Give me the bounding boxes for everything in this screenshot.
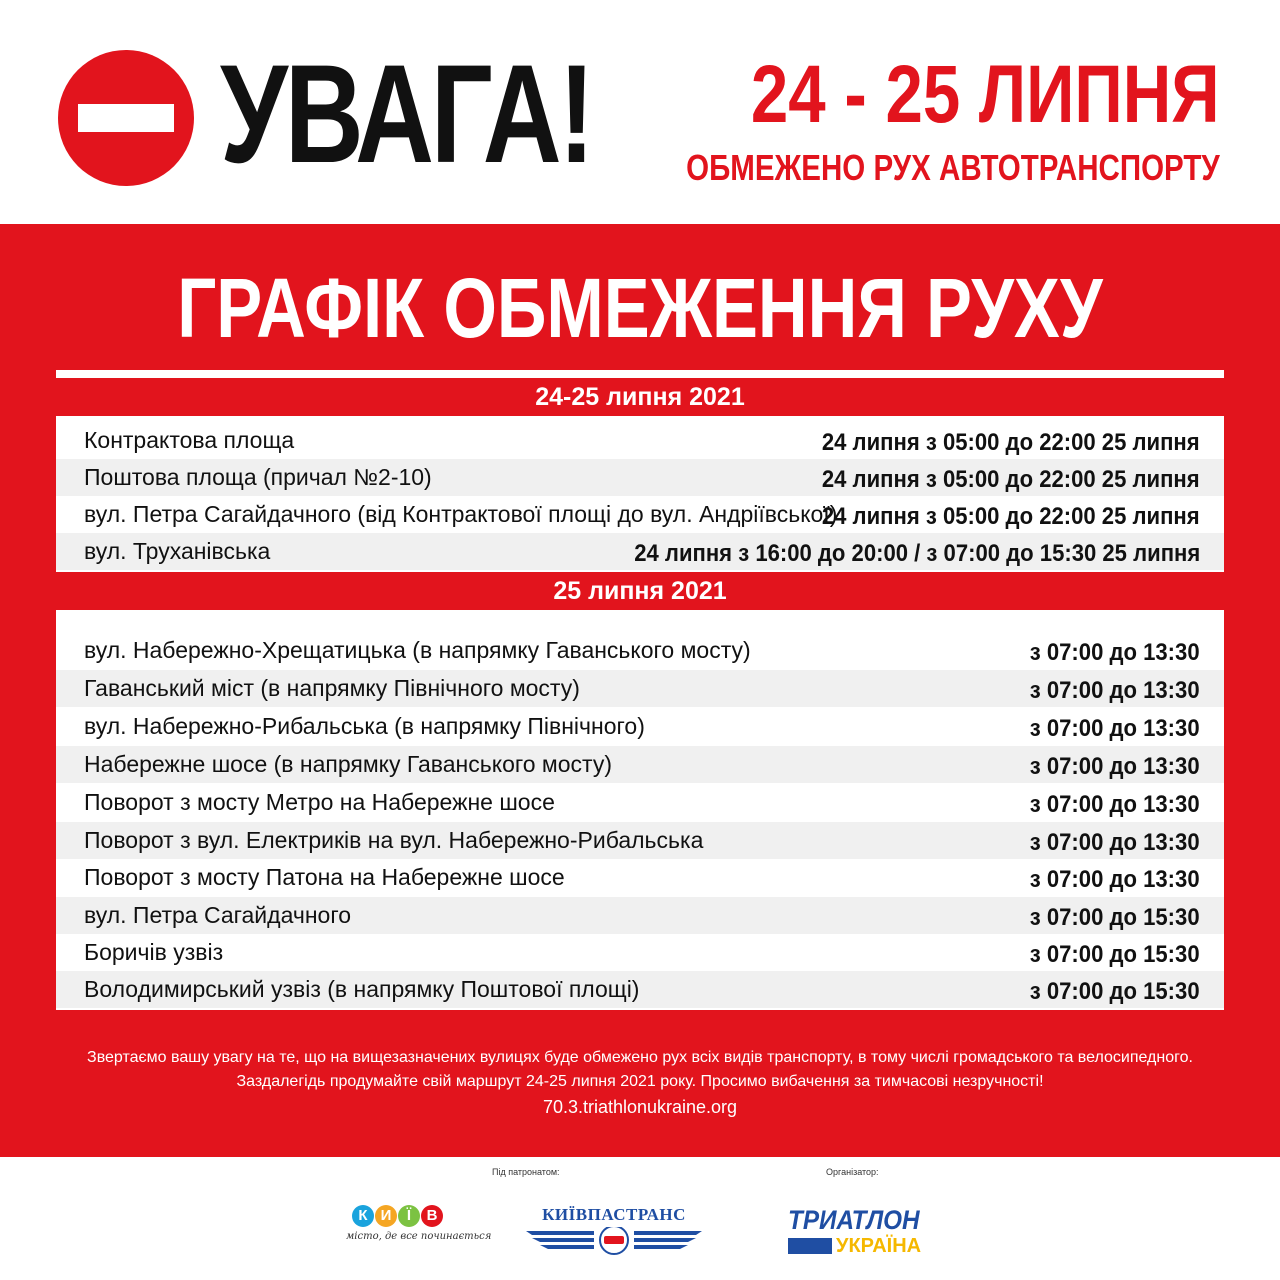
kyiv-city-logo [346,1205,492,1242]
kyivpastrans-logo [522,1205,706,1255]
restriction-time: 24 липня з 05:00 до 22:00 25 липня [822,503,1200,530]
street-name: вул. Петра Сагайдачного [84,902,352,928]
schedule-table [56,370,1224,1010]
patron-label: Під патронатом: [492,1167,560,1177]
restriction-time: 24 липня з 05:00 до 22:00 25 липня [822,466,1200,493]
kyiv-letter: И [375,1205,397,1227]
table-row [56,496,1224,533]
schedule-title: ГРАФІК ОБМЕЖЕННЯ РУХУ [177,261,1103,355]
triathlon-ukraine-logo [788,1206,934,1256]
kyiv-letter: В [421,1205,443,1227]
restriction-time: 24 липня з 05:00 до 22:00 25 липня [822,429,1200,456]
street-name: Боричів узвіз [84,939,224,965]
street-name: Володимирський узвіз (в напрямку Поштової площі) [84,976,640,1002]
organizer-label: Організатор: [826,1167,879,1177]
kyiv-slogan: місто, де все починається [346,1231,492,1242]
street-name: Поворот з мосту Патона на Набережне шосе [84,864,565,890]
restriction-time: з 07:00 до 15:30 [1030,941,1200,968]
table-row [56,670,1224,707]
table-row [56,822,1224,859]
section-heading: 25 липня 2021 [56,572,1224,610]
table-row [56,934,1224,971]
street-name: вул. Набережно-Хрещатицька (в напрямку Гаванського мосту) [84,637,751,663]
kyivpastrans-name: КИЇВПАСТРАНС [542,1205,686,1224]
restriction-time: з 07:00 до 13:30 [1030,715,1200,742]
restriction-time: з 07:00 до 13:30 [1030,866,1200,893]
restriction-time: з 07:00 до 15:30 [1030,978,1200,1005]
table-row [56,746,1224,783]
street-name: Поворот з вул. Електриків на вул. Набережно-Рибальська [84,827,704,853]
table-row [56,708,1224,745]
kyiv-letter: К [352,1205,374,1227]
street-name: Контрактова площа [84,427,295,453]
winged-train-emblem-icon [522,1227,706,1257]
street-name: вул. Труханівська [84,538,271,564]
notice-line-2: Заздалегідь продумайте свій маршрут 24-25 липня 2021 року. Просимо вибачення за тимчасові незручності! [236,1073,1044,1090]
section-heading: 24-25 липня 2021 [56,378,1224,416]
street-name: вул. Петра Сагайдачного (від Контрактової площі до вул. Андріївської) [84,501,838,527]
table-row [56,971,1224,1008]
street-name: вул. Набережно-Рибальська (в напрямку Північного) [84,713,645,739]
restriction-time: з 07:00 до 13:30 [1030,677,1200,704]
triathlon-bar-icon [788,1238,832,1254]
restriction-time: з 07:00 до 15:30 [1030,904,1200,931]
event-subtitle: ОБМЕЖЕНО РУХ АВТОТРАНСПОРТУ [686,147,1220,188]
restriction-time: 24 липня з 16:00 до 20:00 / з 07:00 до 15:30 25 липня [633,540,1200,567]
restriction-time: з 07:00 до 13:30 [1030,753,1200,780]
table-row [56,897,1224,934]
restriction-time: з 07:00 до 13:30 [1030,791,1200,818]
website-link[interactable]: 70.3.triathlonukraine.org [542,1097,738,1117]
notice-line-1: Звертаємо вашу увагу на те, що на вищезазначених вулицях буде обмежено рух всіх видів транспорту, в тому числі громадського та велосипедного. [87,1049,1193,1066]
street-name: Поворот з мосту Метро на Набережне шосе [84,789,555,815]
table-row [56,632,1224,669]
table-row [56,459,1224,496]
triathlon-title: ТРИАТЛОН [788,1205,920,1235]
table-row [56,784,1224,821]
kyiv-letter: Ї [398,1205,420,1227]
street-name: Поштова площа (причал №2-10) [84,464,432,490]
restriction-time: з 07:00 до 13:30 [1030,829,1200,856]
header [0,0,1280,224]
no-entry-sign-icon [58,50,194,186]
notice-text [0,1046,1280,1120]
triathlon-subtitle: УКРАЇНА [836,1235,922,1257]
table-row [56,859,1224,896]
restriction-time: з 07:00 до 13:30 [1030,639,1200,666]
street-name: Набережне шосе (в напрямку Гаванського мосту) [84,751,612,777]
event-dates: 24 - 25 ЛИПНЯ [751,49,1220,140]
street-name: Гаванський міст (в напрямку Північного мосту) [84,675,580,701]
table-row [56,533,1224,570]
table-row [56,422,1224,459]
page-title: УВАГА! [220,35,592,192]
